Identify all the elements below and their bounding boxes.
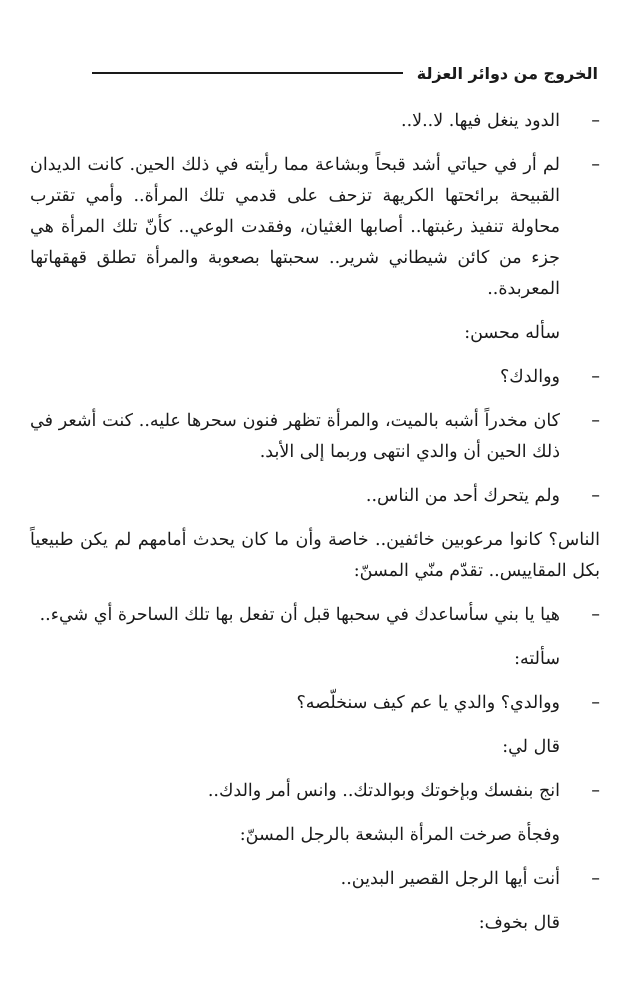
dialogue-dash: – <box>591 367 600 387</box>
dialogue-text: ولم يتحرك أحد من الناس.. <box>365 486 560 506</box>
dialogue-line <box>30 150 600 305</box>
dialogue-text: كان مخدراً أشبه بالميت، والمرأة تظهر فنون سحرها عليه.. كنت أشعر في ذلك الحين أن والدي انتهى وربما إلى الأبد. <box>30 411 560 462</box>
narration-paragraph: قال بخوف: <box>478 913 560 933</box>
running-header <box>92 56 598 90</box>
body-text <box>30 106 600 952</box>
dialogue-dash: – <box>591 781 600 801</box>
narration-paragraph: قال لي: <box>502 737 560 757</box>
dialogue-line <box>30 776 600 807</box>
dialogue-dash: – <box>591 869 600 889</box>
dialogue-dash: – <box>591 486 600 506</box>
dialogue-text: هيا يا بني سأساعدك في سحبها قبل أن تفعل بها تلك الساحرة أي شيء.. <box>39 605 560 625</box>
dialogue-text: ووالدك؟ <box>500 367 560 387</box>
dialogue-line <box>30 600 600 631</box>
dialogue-dash: – <box>591 155 600 175</box>
narration-paragraph: وفجأة صرخت المرأة البشعة بالرجل المسنّ: <box>239 825 560 845</box>
dialogue-line <box>30 688 600 719</box>
narration-paragraph: سألته: <box>514 649 560 669</box>
running-title: الخروج من دوائر العزلة <box>416 63 598 83</box>
dialogue-line <box>30 406 600 468</box>
dialogue-text: ووالدي؟ والدي يا عم كيف سنخلّصه؟ <box>296 693 560 713</box>
header-rule <box>92 72 403 74</box>
dialogue-line <box>30 481 600 512</box>
narration-paragraph: سأله محسن: <box>464 323 560 343</box>
dialogue-dash: – <box>591 693 600 713</box>
dialogue-line <box>30 106 600 137</box>
dialogue-text: انج بنفسك وبإخوتك وبوالدتك.. وانس أمر والدك.. <box>207 781 560 801</box>
dialogue-line <box>30 362 600 393</box>
narration-paragraph: الناس؟ كانوا مرعوبين خائفين.. خاصة وأن ما كان يحدث أمامهم لم يكن طبيعياً بكل المقاييس.. تقدّم منّي المسنّ: <box>30 530 600 581</box>
dialogue-dash: – <box>591 111 600 131</box>
dialogue-text: الدود ينغل فيها. لا..لا.. <box>401 111 560 131</box>
dialogue-text: أنت أيها الرجل القصير البدين.. <box>340 869 560 889</box>
dialogue-dash: – <box>591 411 600 431</box>
dialogue-line <box>30 864 600 895</box>
dialogue-text: لم أر في حياتي أشد قبحاً وبشاعة مما رأيته في ذلك الحين. كانت الديدان القبيحة برائحتها الكريهة تزحف على قدمي تلك المرأة.. وأمي تقترب محاولة تنفيذ رغبتها.. أصابها الغثيان، وفقدت الوعي.. كأنّ تلك المرأة هي جزء من كائن شيطاني شرير.. سحبتها بصعوبة والمرأة تطلق قهقهاتها المعربدة.. <box>30 155 560 299</box>
dialogue-dash: – <box>591 605 600 625</box>
